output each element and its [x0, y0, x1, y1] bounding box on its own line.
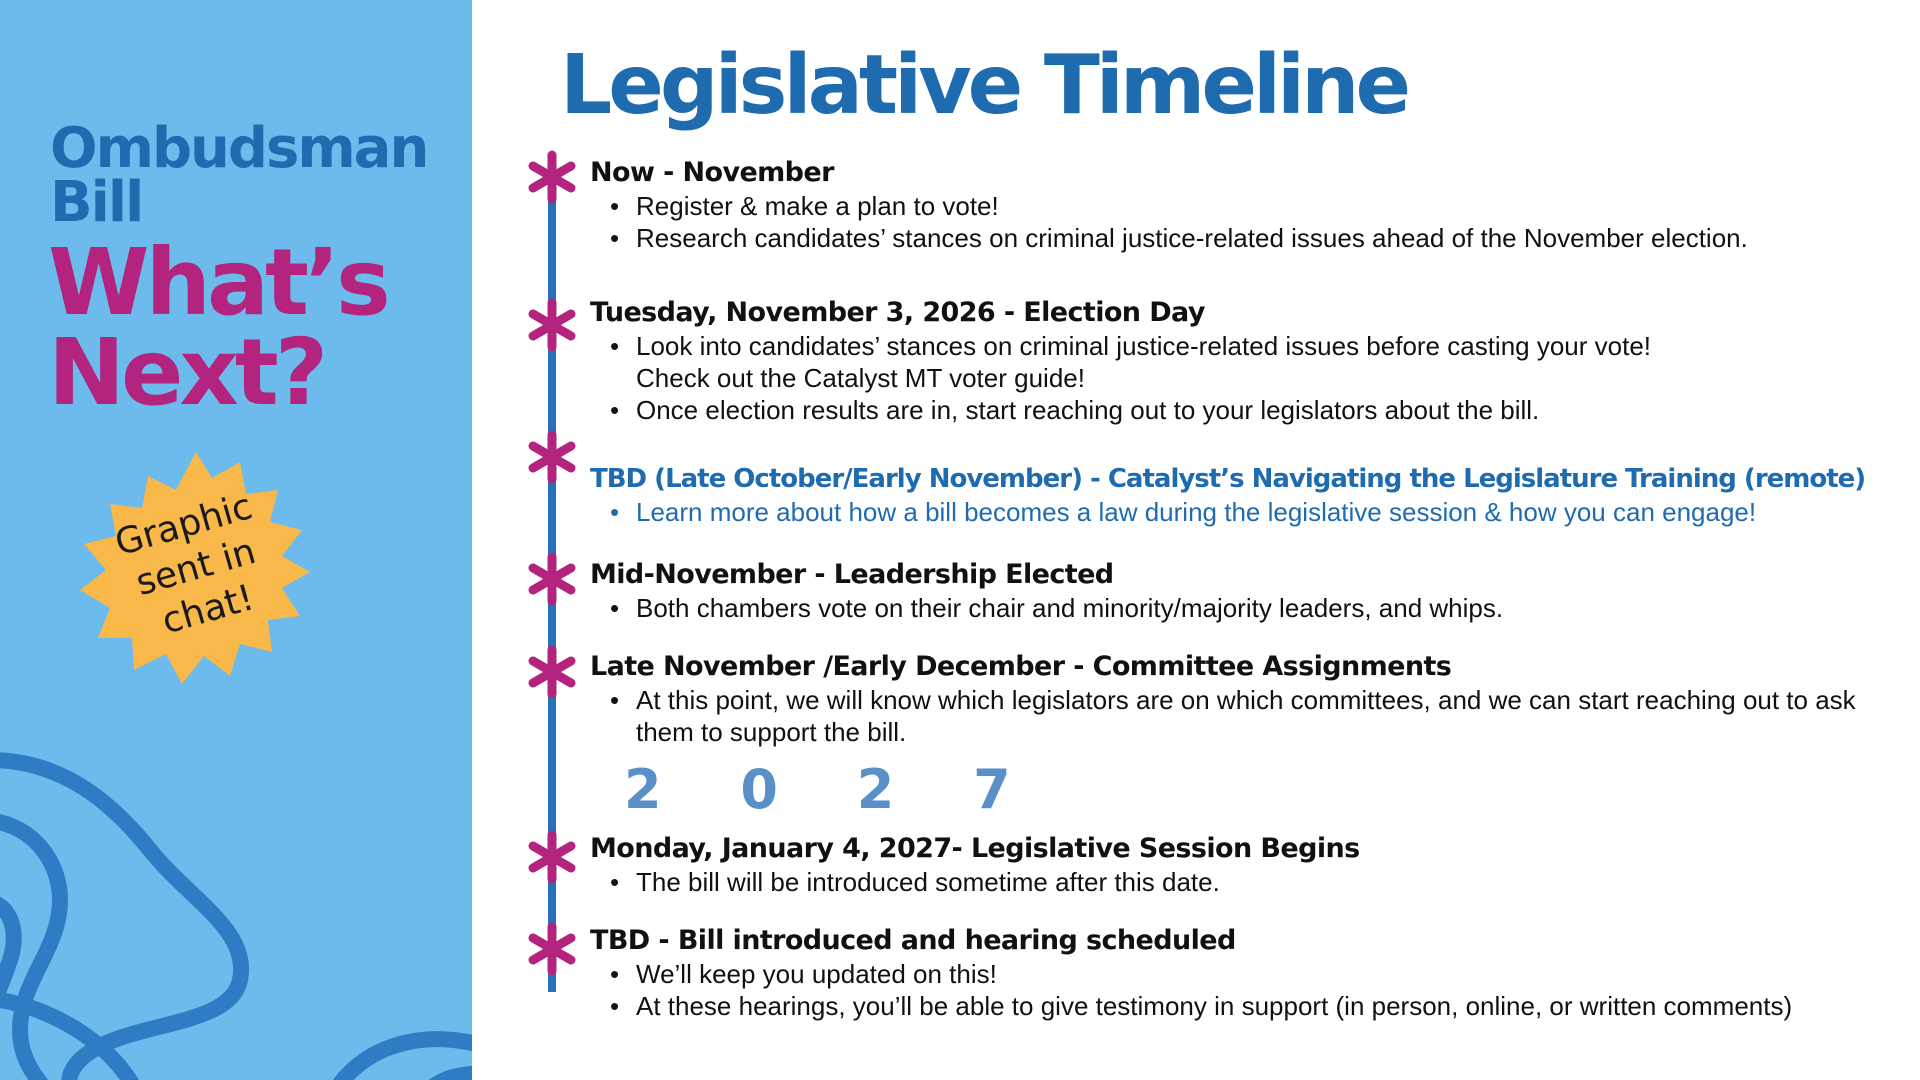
asterisk-icon: [525, 922, 579, 976]
asterisk-icon: [525, 645, 579, 699]
entry-bullets: [590, 866, 1900, 898]
asterisk-icon: [525, 150, 579, 204]
bullet-item: • At these hearings, you’ll be able to give testimony in support (in person, online, or written comments): [636, 990, 1900, 1022]
timeline-entry: [590, 650, 1900, 748]
bullet-item: • We’ll keep you updated on this!: [636, 958, 1900, 990]
starburst-badge: [70, 448, 322, 688]
entry-bullets: [590, 190, 1766, 254]
entry-heading: Monday, January 4, 2027- Legislative Session Begins: [590, 833, 1360, 864]
entry-heading: Now - November: [590, 157, 834, 188]
asterisk-icon: [525, 552, 579, 606]
bullet-item: • At this point, we will know which legislators are on which committees, and we can start reaching out to ask them to support the bill.: [636, 684, 1886, 748]
timeline-entry: [590, 156, 1900, 254]
asterisk-icon: [525, 830, 579, 884]
asterisk-icon: [525, 298, 579, 352]
bullet-item: • Register & make a plan to vote!: [636, 190, 1766, 222]
bullet-item: • Learn more about how a bill becomes a law during the legislative session & how you can engage!: [636, 496, 1900, 528]
bullet-item: • Once election results are in, start reaching out to your legislators about the bill.: [636, 394, 1716, 426]
page-title: Legislative Timeline: [560, 38, 1408, 133]
timeline-entry: [590, 558, 1900, 624]
entry-bullets: [590, 592, 1900, 624]
timeline-entry: [590, 924, 1900, 1022]
entry-heading: Tuesday, November 3, 2026 - Election Day: [590, 297, 1205, 328]
bullet-item: • Both chambers vote on their chair and minority/majority leaders, and whips.: [636, 592, 1900, 624]
bullet-item: • Research candidates’ stances on criminal justice-related issues ahead of the November election.: [636, 222, 1766, 254]
entry-heading: TBD - Bill introduced and hearing scheduled: [590, 925, 1236, 956]
bullet-item: • Look into candidates’ stances on criminal justice-related issues before casting your vote! Check out the Catalyst MT voter guide!: [636, 330, 1716, 394]
entry-bullets: [590, 496, 1900, 528]
timeline-entry: [590, 832, 1900, 898]
entry-bullets: [590, 684, 1886, 748]
sidebar-panel: [0, 0, 472, 1080]
entry-heading: Mid-November - Leadership Elected: [590, 559, 1114, 590]
badge-text: Graphic sent in chat!: [110, 486, 261, 643]
entry-heading: TBD (Late October/Early November) - Catalyst’s Navigating the Legislature Training (remote): [590, 464, 1866, 494]
asterisk-icon: [525, 430, 579, 484]
entry-heading: Late November /Early December - Committee Assignments: [590, 651, 1452, 682]
entry-bullets: [590, 330, 1716, 426]
year-label: 2 0 2 7: [624, 758, 1041, 821]
entry-bullets: [590, 958, 1900, 1022]
sidebar-subtitle: What’s Next?: [48, 229, 387, 426]
timeline-entry: [590, 296, 1900, 426]
bullet-item: • The bill will be introduced sometime after this date.: [636, 866, 1900, 898]
sidebar-title: Ombudsman Bill: [50, 116, 428, 235]
timeline-entry: [590, 462, 1900, 528]
